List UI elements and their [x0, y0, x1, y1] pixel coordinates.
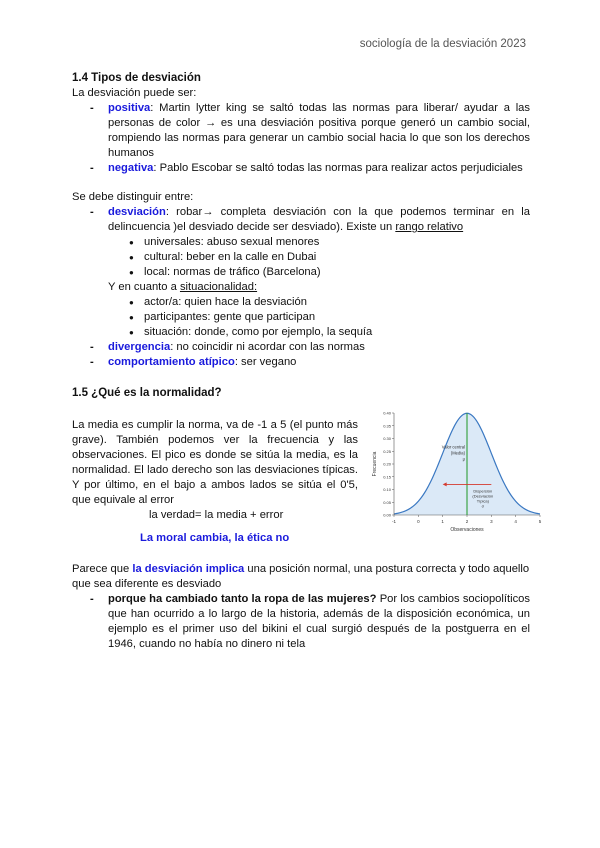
x-axis-label: Observaciones — [450, 527, 484, 533]
bullet-item: ● actor/a: quien hace la desviación — [72, 295, 530, 310]
sit-prefix: Y en cuanto a — [108, 281, 180, 293]
annotation-mean-text: (Media) — [450, 450, 465, 456]
y-tick-label: 0.00 — [383, 512, 391, 518]
list-item — [72, 205, 530, 235]
bullet-item: ● situación: donde, como por ejemplo, la sequía — [72, 325, 530, 340]
annotation-std-text: Dispersión — [473, 488, 493, 494]
x-tick-label: 4 — [514, 519, 517, 524]
rango-relativo-link: rango relativo — [395, 221, 464, 233]
parece-bold: la desviación implica — [132, 563, 245, 575]
rango-bullets — [72, 235, 530, 280]
item-text: : no coincidir ni acordar con las normas — [170, 341, 365, 353]
list-item — [72, 340, 530, 355]
ropa-list — [72, 592, 530, 652]
list-item — [72, 355, 530, 370]
distinguish-list — [72, 205, 530, 235]
normalidad-block — [72, 410, 542, 553]
term-divergencia: divergencia — [108, 341, 171, 353]
intro-text: La desviación puede ser: — [72, 87, 197, 99]
annotation-std-text: Típica) — [476, 498, 489, 504]
types-list — [72, 101, 530, 176]
situacionalidad-line — [72, 280, 530, 295]
annotation-std-text: σ — [481, 503, 485, 509]
bullet-item: ● cultural: beber en la calle en Dubai — [72, 250, 530, 265]
ropa-text: Por los cambios sociopolíticos que han ocurrido a lo largo de la historia, además de la disposición económica, un ejemplo es el primer uso del bikini el cual surgió después de la postguerra en el 1946, cuando no había no dinero ni tela — [108, 593, 530, 650]
section-title-1-5: 1.5 ¿Qué es la normalidad? — [72, 387, 222, 399]
term-negativa: negativa — [108, 162, 154, 174]
page-header: sociología de la desviación 2023 — [359, 38, 526, 50]
y-tick-label: 0.05 — [383, 499, 391, 505]
normal-distribution-chart — [370, 407, 548, 537]
bullet-item: ● local: normas de tráfico (Barcelona) — [72, 265, 530, 280]
x-tick-label: 5 — [538, 519, 542, 524]
parece-prefix: Parece que — [72, 563, 133, 575]
normalidad-paragraph: La media es cumplir la norma, va de -1 a 5 (el punto más grave). También podemos ver la frecuencia y las observaciones. El pico es donde se sitúa la media, es la normalidad. El lado derecho son las desviaciones típicas. Y por último, en el bajo a ambos lados se sitúa el 0'5, que equivale al error — [72, 419, 358, 506]
document-body — [72, 71, 542, 652]
annotation-mean-text: Valor central — [441, 444, 465, 450]
verdad-line: la verdad= la media + error — [149, 509, 284, 521]
y-axis-label: Frecuencia — [372, 451, 378, 477]
term-positiva: positiva — [108, 102, 151, 114]
y-tick-label: 0.15 — [383, 474, 391, 480]
list-item — [72, 161, 530, 176]
normalidad-text — [72, 418, 358, 546]
item-text: : Martin lytter king se saltó todas las normas para liberar/ ayudar a las personas de color → es una desviación positiva porque generó un cambio social, rompiendo las normas para generar un cambio social hacia lo que son los derechos humanos — [108, 102, 530, 159]
ropa-question: porque ha cambiado tanto la ropa de las mujeres? — [108, 593, 377, 605]
x-tick-label: 0 — [417, 519, 420, 524]
x-tick-label: -1 — [391, 519, 397, 524]
y-tick-label: 0.20 — [383, 461, 391, 467]
item-text: : ser vegano — [234, 356, 297, 368]
list-item — [72, 592, 530, 652]
distinguish-text: Se debe distinguir entre: — [72, 191, 194, 203]
term-comportamiento-atipico: comportamiento atípico — [108, 356, 235, 368]
y-tick-label: 0.35 — [383, 423, 391, 429]
y-tick-label: 0.25 — [383, 448, 391, 454]
y-tick-label: 0.30 — [383, 436, 391, 441]
bullet-item: ● participantes: gente que participan — [72, 310, 530, 325]
x-tick-label: 3 — [490, 519, 493, 524]
extra-list — [72, 340, 530, 370]
term-desviacion: desviación — [108, 206, 166, 218]
list-item — [72, 101, 530, 161]
situacionalidad-link: situacionalidad: — [179, 281, 258, 293]
annotation-std-text: (Desviación — [472, 493, 494, 499]
bullet-item: ● universales: abuso sexual menores — [72, 235, 530, 250]
moral-line: La moral cambia, la ética no — [140, 532, 290, 544]
item-text: : Pablo Escobar se saltó todas las normas para realizar actos perjudiciales — [153, 162, 523, 174]
situacionalidad-bullets — [72, 295, 530, 340]
x-tick-label: 1 — [441, 519, 444, 524]
y-tick-label: 0.40 — [383, 410, 391, 416]
section-title-1-4: 1.4 Tipos de desviación — [72, 72, 201, 84]
parece-paragraph — [72, 562, 530, 592]
parece-rest: una posición normal, una postura correcta y todo aquello que sea diferente es desviado — [72, 563, 530, 590]
annotation-mean-text: μ — [462, 456, 465, 462]
item-text: : robar→ completa desviación con la que podemos terminar en la delincuencia )el desviado decide ser desviado). Existe un — [108, 206, 530, 233]
y-tick-label: 0.10 — [383, 487, 391, 492]
x-tick-label: 2 — [465, 519, 469, 524]
